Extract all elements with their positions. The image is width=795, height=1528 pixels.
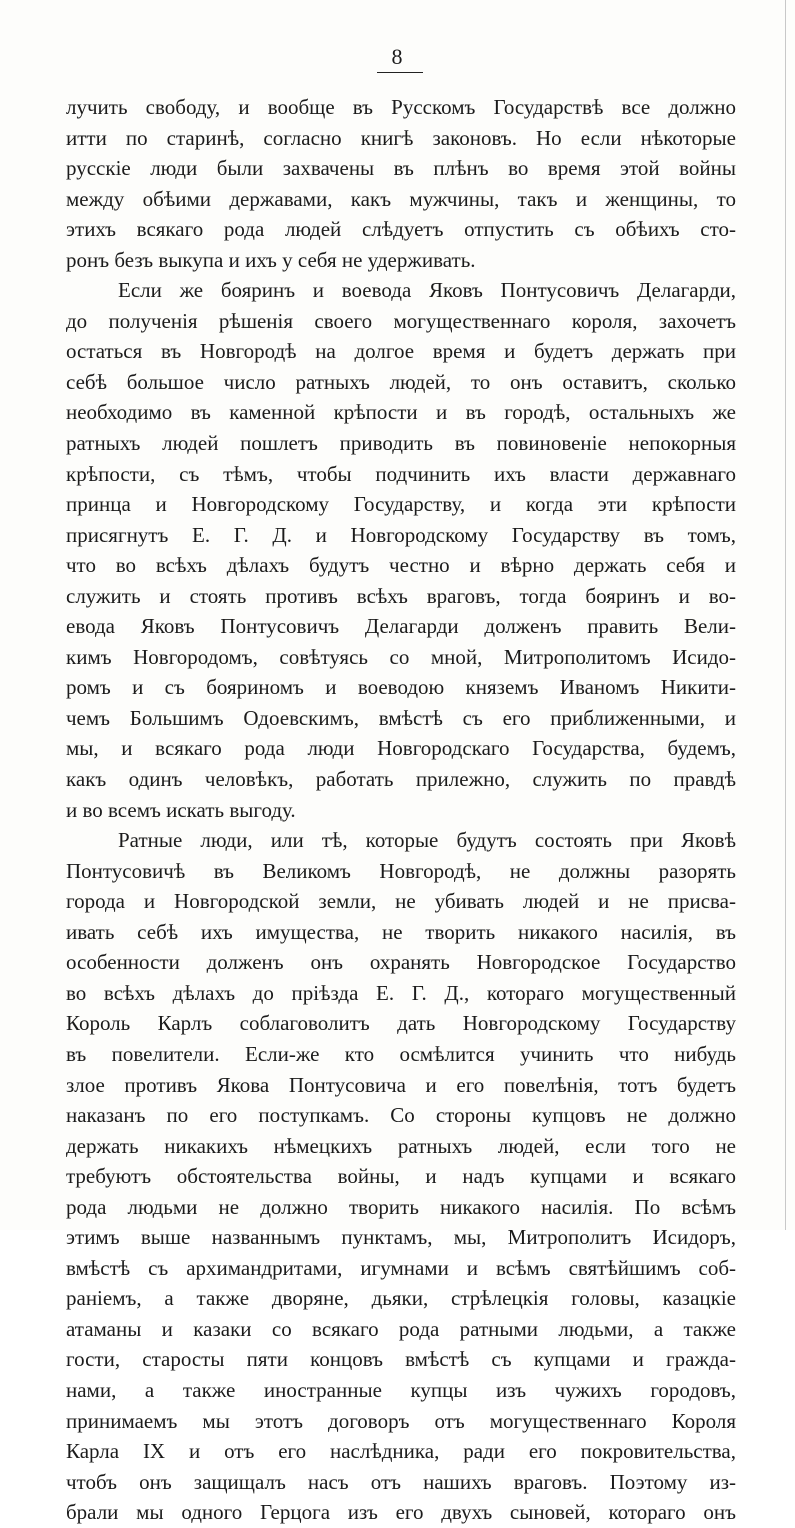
text-line: принца и Новгородскому Государству, и когда эти крѣпости bbox=[66, 492, 736, 517]
text-line: брали мы одного Герцога изъ его двухъ сыновей, котораго онъ bbox=[66, 1500, 736, 1525]
text-line: требуютъ обстоятельства войны, и надъ купцами и всякаго bbox=[66, 1164, 736, 1189]
text-line: ратныхъ людей пошлетъ приводить въ повиновеніе непокорныя bbox=[66, 431, 736, 456]
text-line: мы, и всякаго рода люди Новгородскаго Государства, будемъ, bbox=[66, 736, 736, 761]
text-line: евода Яковъ Понтусовичъ Делагарди долженъ править Вели- bbox=[66, 614, 736, 639]
text-line: ивать себѣ ихъ имущества, не творить никакого насилія, въ bbox=[66, 919, 736, 944]
text-line: какъ одинъ человѣкъ, работать прилежно, служить по правдѣ bbox=[66, 767, 736, 792]
text-line: наказанъ по его поступкамъ. Со стороны купцовъ не должно bbox=[66, 1103, 736, 1128]
text-line: этимъ выше названнымъ пунктамъ, мы, Митрополитъ Исидоръ, bbox=[66, 1225, 736, 1250]
text-line: между обѣими державами, какъ мужчины, такъ и женщины, то bbox=[66, 186, 736, 211]
text-line: итти по старинѣ, согласно книгѣ законовъ. Но если нѣкоторые bbox=[66, 125, 736, 150]
body-text bbox=[66, 92, 736, 1528]
text-line: Ратные люди, или тѣ, которые будутъ состоять при Яковѣ bbox=[118, 828, 736, 853]
text-line: необходимо въ каменной крѣпости и въ городѣ, остальныхъ же bbox=[66, 400, 736, 425]
text-line: до полученія рѣшенія своего могущественнаго короля, захочетъ bbox=[66, 308, 736, 333]
text-line: Король Карлъ соблаговолитъ дать Новгородскому Государству bbox=[66, 1011, 736, 1036]
text-line: въ повелители. Если-же кто осмѣлится учинить что нибудь bbox=[66, 1041, 736, 1066]
paragraph-2 bbox=[66, 275, 736, 825]
text-line: Если же бояринъ и воевода Яковъ Понтусовичъ Делагарди, bbox=[118, 278, 736, 303]
paragraph-3 bbox=[66, 825, 736, 1528]
text-line: и во всемъ искать выгоду. bbox=[66, 797, 296, 822]
page-number: 8 bbox=[391, 44, 404, 69]
text-line: нами, а также иностранные купцы изъ чужихъ городовъ, bbox=[66, 1377, 736, 1402]
text-line: что во всѣхъ дѣлахъ будутъ честно и вѣрно держать себя и bbox=[66, 553, 736, 578]
text-line: русскіе люди были захвачены въ плѣнъ во время этой войны bbox=[66, 156, 736, 181]
text-line: себѣ большое число ратныхъ людей, то онъ оставитъ, сколько bbox=[66, 369, 736, 394]
text-line: присягнутъ Е. Г. Д. и Новгородскому Государству въ томъ, bbox=[66, 522, 736, 547]
text-line: лучить свободу, и вообще въ Русскомъ Государствѣ все должно bbox=[66, 95, 736, 119]
text-line: принимаемъ мы этотъ договоръ отъ могущественнаго Короля bbox=[66, 1408, 736, 1433]
page-number-rule bbox=[377, 72, 423, 73]
text-line: Понтусовичѣ въ Великомъ Новгородѣ, не должны разорять bbox=[66, 858, 736, 883]
text-line: кимъ Новгородомъ, совѣтуясь со мной, Митрополитомъ Исидо- bbox=[66, 644, 736, 669]
text-line: во всѣхъ дѣлахъ до пріѣзда Е. Г. Д., котораго могущественный bbox=[66, 980, 736, 1005]
text-line: города и Новгородской земли, не убивать людей и не присва- bbox=[66, 889, 736, 914]
text-line: служить и стоять противъ всѣхъ враговъ, тогда бояринъ и во- bbox=[66, 583, 736, 608]
text-line: Карла IX и отъ его наслѣдника, ради его покровительства, bbox=[66, 1439, 736, 1464]
text-line: этихъ всякаго рода людей слѣдуетъ отпустить съ обѣихъ сто- bbox=[66, 217, 736, 242]
text-line: рода людьми не должно творить никакого насилія. По всѣмъ bbox=[66, 1194, 736, 1219]
text-line: ромъ и съ бояриномъ и воеводою княземъ Иваномъ Никити- bbox=[66, 675, 736, 700]
paragraph-1 bbox=[66, 92, 736, 275]
text-line: держать никакихъ нѣмецкихъ ратныхъ людей, если того не bbox=[66, 1133, 736, 1158]
text-line: злое противъ Якова Понтусовича и его повелѣнія, тотъ будетъ bbox=[66, 1072, 736, 1097]
page-edge-shadow bbox=[785, 0, 786, 1230]
text-line: чтобъ онъ защищалъ насъ отъ нашихъ враговъ. Поэтому из- bbox=[66, 1469, 736, 1494]
text-line: атаманы и казаки со всякаго рода ратными людьми, а также bbox=[66, 1316, 736, 1341]
text-line: ронъ безъ выкупа и ихъ у себя не удерживать. bbox=[66, 247, 476, 272]
text-line: остаться въ Новгородѣ на долгое время и будетъ держать при bbox=[66, 339, 736, 364]
text-line: гости, старосты пяти концовъ вмѣстѣ съ купцами и гражда- bbox=[66, 1347, 736, 1372]
text-line: вмѣстѣ съ архимандритами, игумнами и всѣмъ святѣйшимъ соб- bbox=[66, 1255, 736, 1280]
text-line: крѣпости, съ тѣмъ, чтобы подчинить ихъ власти державнаго bbox=[66, 461, 736, 486]
text-line: раніемъ, а также дворяне, дьяки, стрѣлецкія головы, казацкіе bbox=[66, 1286, 736, 1311]
text-line: особенности долженъ онъ охранять Новгородское Государство bbox=[66, 950, 736, 975]
text-line: чемъ Большимъ Одоевскимъ, вмѣстѣ съ его приближенными, и bbox=[66, 705, 736, 730]
